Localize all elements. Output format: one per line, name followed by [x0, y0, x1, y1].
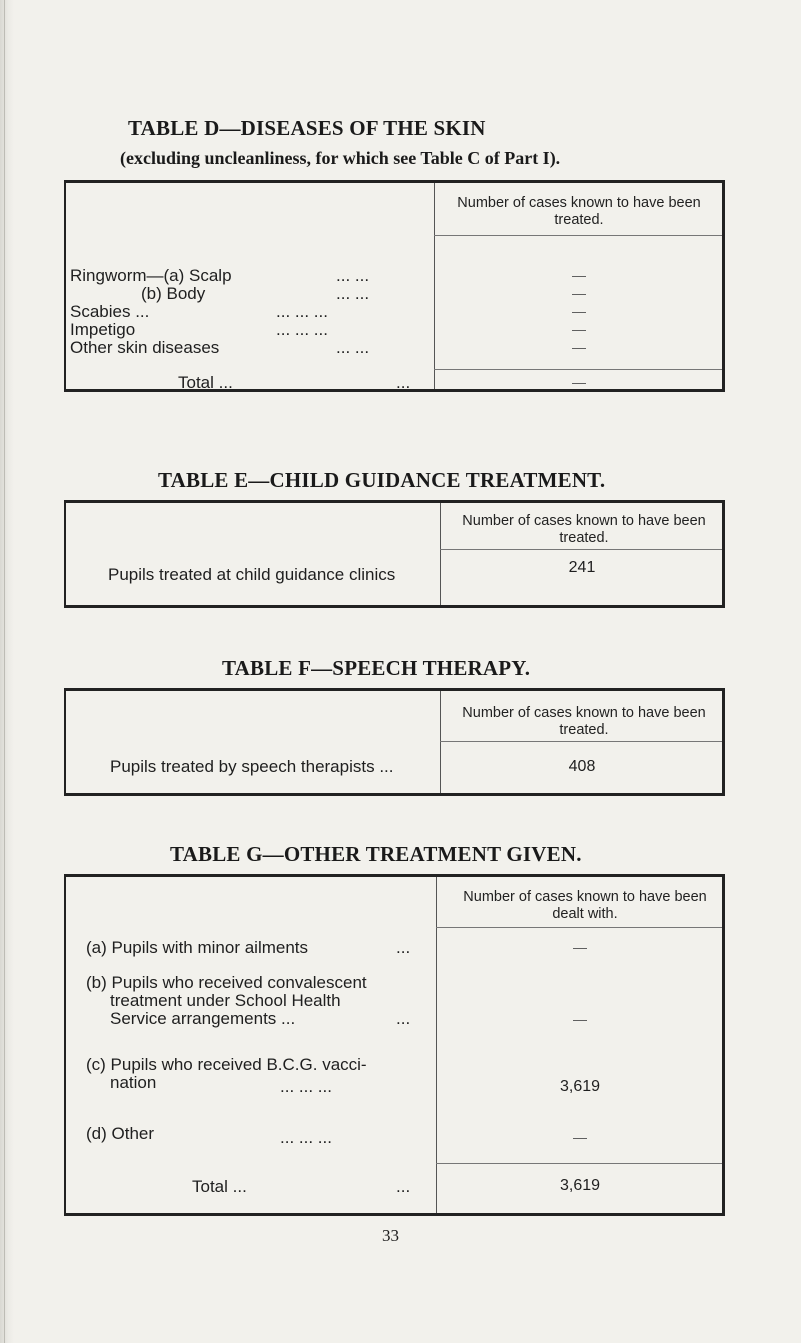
table-d-title: TABLE D—DISEASES OF THE SKIN: [128, 116, 486, 140]
table-f: [64, 688, 725, 796]
table-f-header: Number of cases known to have been treated.: [462, 705, 706, 738]
header-rule: [434, 235, 722, 236]
header-rule: [440, 549, 722, 550]
row-dots: ... ... ...: [280, 1077, 332, 1096]
header-rule: [440, 741, 722, 742]
row-b-line2: treatment under School Health: [110, 991, 341, 1010]
row-dots: ... ...: [336, 338, 370, 357]
row-ringworm-body: (b) Body: [141, 284, 206, 303]
row-d-other: (d) Other: [86, 1124, 155, 1143]
value-minor-ailments: —: [573, 939, 587, 955]
table-g-header: Number of cases known to have been dealt with.: [463, 889, 707, 922]
value-other-skin-diseases: —: [572, 339, 586, 355]
table-d-header: Number of cases known to have been treated.: [457, 195, 701, 228]
row-impetigo: Impetigo: [70, 320, 136, 339]
header-rule: [436, 927, 722, 928]
row-b-convalescent: (b) Pupils who received convalescent: [86, 973, 367, 992]
row-dots: ... ...: [336, 284, 370, 303]
value-convalescent: —: [573, 1011, 587, 1027]
value-ringworm-scalp: —: [572, 267, 586, 283]
table-f-title: TABLE F—SPEECH THERAPY.: [222, 656, 531, 680]
total-label: Total ...: [178, 373, 233, 392]
row-dots: ... ... ...: [276, 302, 328, 321]
row-b-line3: Service arrangements ...: [110, 1009, 296, 1028]
row-other-skin-diseases: Other skin diseases: [70, 338, 220, 357]
table-g-title: TABLE G—OTHER TREATMENT GIVEN.: [170, 842, 582, 866]
row-c-bcg-vaccination: (c) Pupils who received B.C.G. vacci-: [86, 1055, 367, 1074]
row-dots: ... ...: [336, 266, 370, 285]
column-divider: [440, 691, 441, 793]
row-a-minor-ailments: (a) Pupils with minor ailments: [86, 938, 309, 957]
row-dots: ...: [396, 373, 411, 392]
total-value: —: [572, 374, 586, 390]
value-other: —: [573, 1129, 587, 1145]
speech-therapy-row-value: 408: [568, 758, 596, 775]
row-dots: ... ... ...: [276, 320, 328, 339]
table-d-subtitle: (excluding uncleanliness, for which see Table C of Part I).: [120, 148, 561, 168]
scanned-page-edge: [0, 0, 14, 1343]
total-rule: [436, 1163, 722, 1164]
row-dots: ...: [396, 938, 411, 957]
total-value: 3,619: [559, 1177, 601, 1194]
value-scabies: —: [572, 303, 586, 319]
row-dots: ...: [396, 1177, 411, 1196]
table-e-title: TABLE E—CHILD GUIDANCE TREATMENT.: [158, 468, 606, 492]
page-number: 33: [382, 1226, 399, 1245]
table-d: [64, 180, 725, 392]
value-ringworm-body: —: [572, 285, 586, 301]
row-ringworm-scalp: Ringworm—(a) Scalp: [70, 266, 232, 285]
table-e: [64, 500, 725, 608]
value-bcg-vaccination: 3,619: [559, 1078, 601, 1095]
row-dots: ... ... ...: [280, 1128, 332, 1147]
row-c-line2: nation: [110, 1073, 157, 1092]
row-scabies: Scabies ...: [70, 302, 150, 321]
speech-therapy-row-label: Pupils treated by speech therapists ...: [110, 757, 394, 776]
row-dots: ...: [396, 1009, 411, 1028]
total-label: Total ...: [192, 1177, 247, 1196]
child-guidance-row-label: Pupils treated at child guidance clinics: [108, 565, 396, 584]
table-e-header: Number of cases known to have been treated.: [462, 513, 706, 546]
column-divider: [440, 503, 441, 605]
total-rule: [434, 369, 722, 370]
table-g: [64, 874, 725, 1216]
child-guidance-row-value: 241: [568, 559, 596, 576]
value-impetigo: —: [572, 321, 586, 337]
